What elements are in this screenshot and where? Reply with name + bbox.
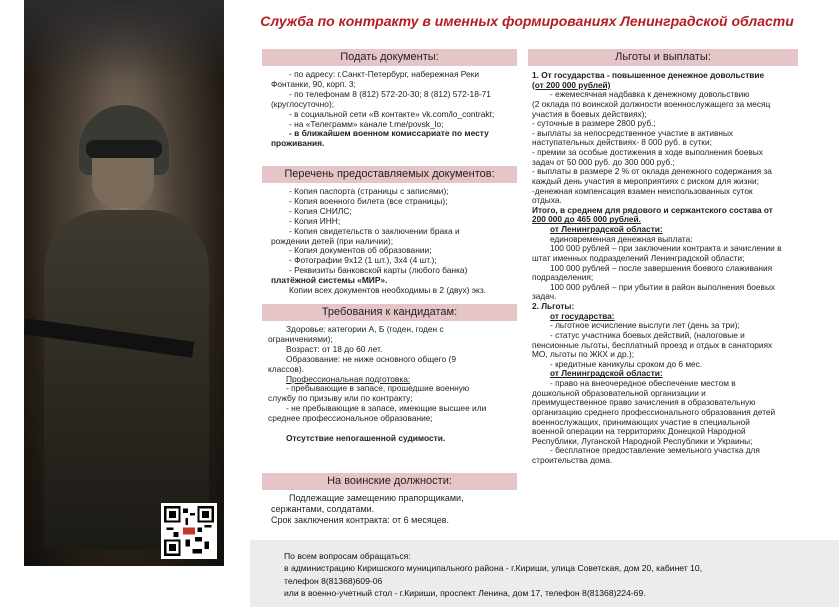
documents-line: - Копия СНИЛС; bbox=[289, 205, 352, 216]
requirements-line: Возраст: от 18 до 60 лет. bbox=[286, 343, 383, 354]
benefits-line: - бесплатное предоставление земельного участка для bbox=[550, 445, 760, 456]
soldier-body bbox=[44, 210, 209, 550]
requirements-line: службу по призыву или по контракту; bbox=[268, 393, 413, 404]
benefits-line: МО, льготы по ЖКХ и др.); bbox=[532, 349, 634, 360]
benefits-line: - премии за особые достижения в ходе выполнения боевых bbox=[532, 147, 763, 157]
benefits-line: - льготное исчисление выслуги лет (день за три); bbox=[550, 320, 740, 331]
submit-line: - на «Телеграмм» канале t.me/povsk_lo; bbox=[289, 118, 444, 129]
benefits-line: задач. bbox=[532, 291, 557, 302]
benefits-line: строительства дома. bbox=[532, 455, 613, 465]
benefits-line: -денежная компенсация взамен неиспользованных суток bbox=[532, 185, 753, 196]
benefits-line: 200 000 до 465 000 рублей. bbox=[532, 214, 641, 225]
qr-code-icon[interactable] bbox=[161, 503, 217, 559]
documents-line: платёжной системы «МИР». bbox=[271, 275, 388, 286]
benefits-line: - суточные в размере 2800 руб.; bbox=[532, 118, 656, 129]
benefits-line: 100 000 рублей – после завершения боевого слаживания bbox=[550, 262, 773, 273]
benefits-line: наступательных действиях- 8 000 руб. в сутки; bbox=[532, 137, 712, 148]
benefits-line: (2 оклада по воинской должности военнослужащего за месяц bbox=[532, 98, 771, 109]
benefits-header: Льготы и выплаты: bbox=[528, 49, 798, 66]
positions-section bbox=[271, 493, 517, 526]
requirements-line: Профессиональная подготовка: bbox=[286, 373, 411, 384]
submit-line: - по телефонам 8 (812) 572-20-30; 8 (812) 572-18-71 bbox=[289, 88, 491, 99]
benefits-line: Республики, Луганской Народной Республики и Украины; bbox=[532, 435, 753, 446]
documents-line: - Реквизиты банковской карты (любого банка) bbox=[289, 265, 468, 276]
footer-line: в администрацию Киришского муниципального района - г.Кириши, улица Советская, дом 20, кабинет 10, bbox=[284, 563, 703, 574]
documents-line: Копии всех документов необходимы в 2 (двух) экз. bbox=[289, 285, 486, 296]
submit-line: (круглосуточно); bbox=[271, 98, 335, 109]
benefits-line: - статус участника боевых действий, (налоговые и bbox=[550, 329, 745, 340]
submit-section bbox=[271, 70, 517, 149]
benefits-line: от государства: bbox=[550, 310, 615, 321]
positions-header: На воинские должности: bbox=[262, 473, 517, 490]
benefits-line: задач от 50 000 руб. до 300 000 руб.; bbox=[532, 156, 675, 167]
soldier-photo bbox=[24, 0, 224, 566]
requirements-line: - пребывающие в запасе, прошедшие военную bbox=[286, 383, 470, 394]
benefits-line: 100 000 рублей – при заключении контракта и зачислении в bbox=[550, 243, 782, 254]
documents-line: - Копия свидетельств о заключении брака и bbox=[289, 225, 460, 236]
benefits-line: - ежемесячная надбавка к денежному довольствию bbox=[550, 89, 750, 100]
positions-line: Срок заключения контракта: от 6 месяцев. bbox=[271, 515, 450, 525]
benefits-line: 100 000 рублей – при убытии в район выполнения боевых bbox=[550, 281, 776, 292]
benefits-line: военной операции на территориях Донецкой Народной bbox=[532, 426, 746, 437]
footer-line: телефон 8(81368)609-06 bbox=[284, 575, 383, 586]
benefits-line: Итого, в среднем для рядового и сержантского состава от bbox=[532, 204, 773, 215]
submit-line: Фонтанки, 90, корп. 3; bbox=[271, 78, 356, 89]
benefits-line: - право на внеочередное обеспечение местом в bbox=[550, 378, 736, 388]
benefits-line: от Ленинградской области: bbox=[550, 368, 663, 379]
benefits-line: пенсионные льготы, бесплатный проезд и отдых в санаториях bbox=[532, 339, 773, 350]
benefits-line: отдыха. bbox=[532, 195, 562, 206]
submit-line: - в ближайшем военном комиссариате по месту bbox=[289, 128, 489, 139]
benefits-line: 1. От государства - повышенное денежное довольствие bbox=[532, 70, 765, 80]
positions-line: Подлежащие замещению прапорщиками, bbox=[289, 493, 464, 503]
benefits-line: - выплаты в размере 2 % от оклада денежного содержания за bbox=[532, 166, 772, 177]
footer-contacts bbox=[250, 540, 839, 607]
benefits-line: (от 200 000 рублей) bbox=[532, 79, 611, 90]
benefits-line: преимущественное право зачисления в образовательную bbox=[532, 397, 756, 408]
requirements-line: Образование: не ниже основного общего (9 bbox=[286, 353, 456, 364]
documents-line: - Копия документов об образовании; bbox=[289, 245, 432, 256]
requirements-line: Здоровье: категории А, Б (годен, годен с bbox=[286, 324, 444, 334]
benefits-line: - кредитные каникулы сроком до 6 мес. bbox=[550, 358, 703, 369]
benefits-section bbox=[532, 71, 802, 466]
positions-line: сержантами, солдатами. bbox=[271, 504, 375, 514]
benefits-line: дошкольной образовательной организации и bbox=[532, 387, 706, 398]
benefits-line: участия в боевых действиях); bbox=[532, 108, 647, 119]
requirements-line: ограничениями); bbox=[268, 333, 333, 344]
documents-line: рождении детей (при наличии); bbox=[271, 235, 394, 246]
benefits-line: каждый день участия в мероприятиях с риском для жизни; bbox=[532, 175, 759, 186]
requirements-header: Требования к кандидатам: bbox=[262, 304, 517, 321]
requirements-section bbox=[268, 325, 517, 444]
requirements-line: среднее профессиональное образование; bbox=[268, 413, 433, 424]
requirements-line: - не пребывающие в запасе, имеющие высшее или bbox=[286, 403, 487, 414]
benefits-line: организацию среднего профессионального образования детей bbox=[532, 406, 776, 417]
sky bbox=[24, 0, 224, 80]
requirements-line: классов). bbox=[268, 363, 304, 374]
benefits-line: военнослужащих, принимающих участие в специальной bbox=[532, 416, 750, 427]
goggles bbox=[86, 140, 162, 158]
submit-line: проживания. bbox=[271, 138, 325, 149]
documents-line: - Копия военного билета (все страницы); bbox=[289, 195, 448, 206]
footer-line: или в военно-учетный стол - г.Кириши, проспект Ленина, дом 17, телефон 8(81368)224-69. bbox=[284, 588, 646, 599]
benefits-line: от Ленинградской области: bbox=[550, 224, 663, 234]
benefits-line: штат именных подразделений Ленинградской области; bbox=[532, 252, 745, 263]
submit-line: - по адресу: г.Санкт-Петербург, набережная Реки bbox=[289, 69, 480, 79]
documents-header: Перечень предоставляемых документов: bbox=[262, 166, 517, 183]
face bbox=[92, 150, 154, 208]
page-title: Служба по контракту в именных формированиях Ленинградской области bbox=[260, 13, 794, 29]
submit-header: Подать документы: bbox=[262, 49, 517, 66]
requirements-line: Отсутствие непогашенной судимости. bbox=[286, 433, 446, 444]
benefits-line: - выплаты за непосредственное участие в активных bbox=[532, 127, 734, 138]
documents-line: - Фотографии 9х12 (1 шт.), 3х4 (4 шт.); bbox=[289, 255, 437, 266]
documents-section bbox=[271, 187, 517, 296]
benefits-line: единовременная денежная выплата: bbox=[550, 233, 693, 244]
documents-line: - Копия ИНН; bbox=[289, 215, 341, 226]
benefits-line: 2. Льготы: bbox=[532, 301, 575, 311]
footer-line: По всем вопросам обращаться: bbox=[284, 551, 411, 561]
benefits-line: подразделения; bbox=[532, 272, 594, 283]
documents-line: - Копия паспорта (страницы с записями); bbox=[289, 186, 449, 196]
submit-line: - в социальной сети «В контакте» vk.com/lo_contrakt; bbox=[289, 108, 495, 119]
